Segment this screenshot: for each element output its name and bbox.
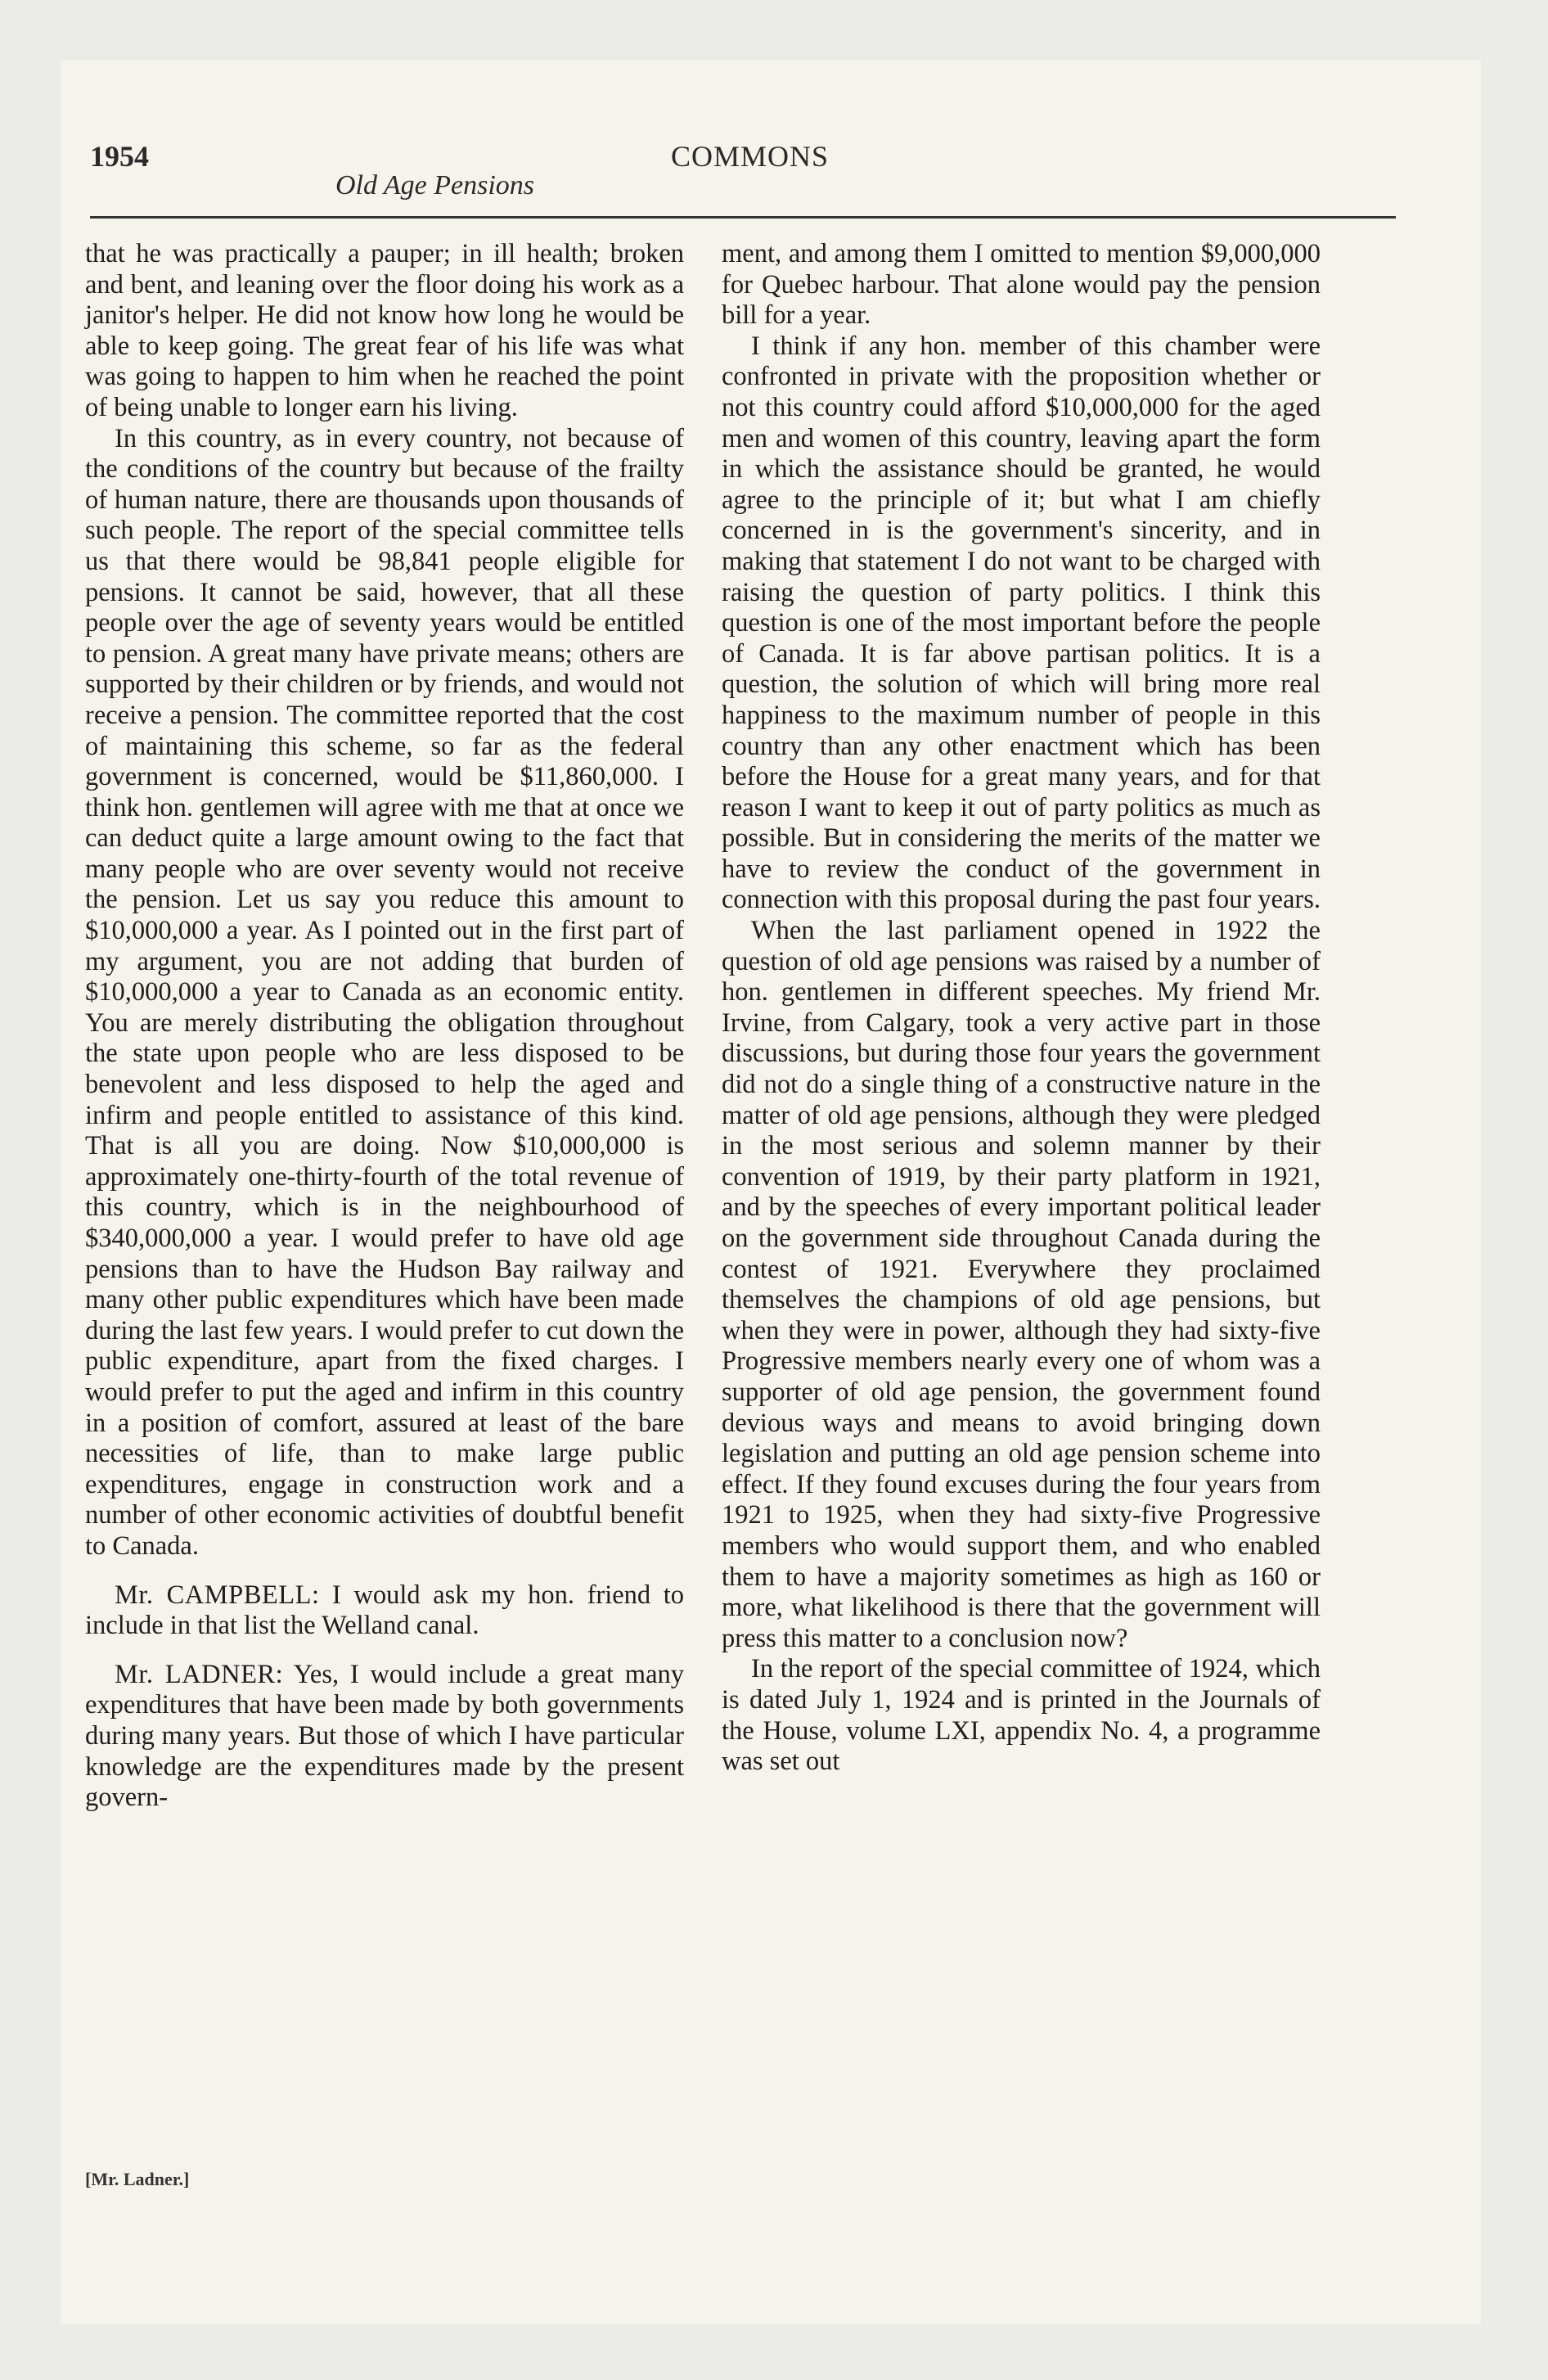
paragraph: When the last parliament opened in 1922 the question of old age pensions was raised by a number of hon. gentlemen in different speeches. My friend Mr. Irvine, from Calgary, took a very active part in those discussions, but during those four years the government did not do a single thing of a constructive nature in the matter of old age pensions, although they were pledged in the most serious and solemn manner by their convention of 1919, by their party platform in 1921, and by the speeches of every important political leader on the government side throughout Canada during the contest of 1921. Everywhere they proclaimed themselves the champions of old age pensions, but when they were in power, although they had sixty-five Progressive members nearly every one of whom was a supporter of old age pension, the government found devious ways and means to avoid bringing down legislation and putting an old age pension scheme into effect. If they found excuses during the four years from 1921 to 1925, when they had sixty-five Progressive members who would support them, and who enabled them to have a majority sometimes as high as 160 or more, what likelihood is there that the government will press this matter to a conclusion now?	[722, 916, 1321, 1653]
header-rule	[90, 216, 1396, 219]
left-column	[85, 239, 684, 1814]
speaker-name: Mr. LADNER:	[115, 1659, 284, 1689]
running-title: COMMONS	[671, 140, 830, 173]
speech-ladner	[85, 1660, 684, 1814]
paragraph: that he was practically a pauper; in ill health; broken and bent, and leaning over the floor doing his work as a janitor's helper. He did not know how long he would be able to keep going. The great fear of his life was what was going to happen to him when he reached the point of being unable to longer earn his living.	[85, 239, 684, 422]
page-number: 1954	[90, 140, 149, 173]
speech-text: Yes, I would include a great many expenditures that have been made by both governments during many years. But those of which I have particular knowledge are the expenditures made by the present govern-	[85, 1659, 685, 1813]
paragraph: ment, and among them I omitted to mention $9,000,000 for Quebec harbour. That alone would pay the pension bill for a year.	[722, 239, 1321, 331]
speech-campbell	[85, 1580, 684, 1642]
paragraph: In the report of the special committee of 1924, which is dated July 1, 1924 and is printed in the Journals of the House, volume LXI, appendix No. 4, a programme was set out	[722, 1654, 1321, 1777]
speech-text: I would ask my hon. friend to include in that list the Welland canal.	[85, 1580, 684, 1641]
page-header	[90, 82, 1391, 205]
speaker-name: Mr. CAMPBELL:	[115, 1580, 320, 1610]
paragraph: In this country, as in every country, not because of the conditions of the country but because of the frailty of human nature, there are thousands upon thousands of such people. The report of the special committee tells us that there would be 98,841 people eligible for pensions. It cannot be said, however, that all these people over the age of seventy years would be entitled to pension. A great many have private means; others are supported by their children or by friends, and would not receive a pension. The committee reported that the cost of maintaining this scheme, so far as the federal government is concerned, would be $11,860,000. I think hon. gentlemen will agree with me that at once we can deduct quite a large amount owing to the fact that many people who are over seventy would not receive the pension. Let us say you reduce this amount to $10,000,000 a year. As I pointed out in the first part of my argument, you are not adding that burden of $10,000,000 a year to Canada as an economic entity. You are merely distributing the obligation throughout the state upon people who are less disposed to be benevolent and less disposed to help the aged and infirm and people entitled to assistance of this kind. That is all you are doing. Now $10,000,000 is approximately one-thirty-fourth of the total revenue of this country, which is in the neighbourhood of $340,000,000 a year. I would prefer to have old age pensions than to have the Hudson Bay railway and many other public expenditures which have been made during the last few years. I would prefer to cut down the public expenditure, apart from the fixed charges. I would prefer to put the aged and infirm in this country in a position of comfort, assured at least of the bare necessities of life, than to make large public expenditures, engage in construction work and a number of other economic activities of doubtful benefit to Canada.	[85, 423, 684, 1561]
running-subtitle: Old Age Pensions	[335, 170, 535, 201]
right-column	[722, 239, 1321, 1778]
speaker-footnote: [Mr. Ladner.]	[85, 2169, 190, 2189]
paragraph: I think if any hon. member of this chamber were confronted in private with the proposition whether or not this country could afford $10,000,000 for the aged men and women of this country, leaving apart the form in which the assistance should be granted, he would agree to the principle of it; but what I am chiefly concerned in is the government's sincerity, and in making that statement I do not want to be charged with raising the question of party politics. I think this question is one of the most important before the people of Canada. It is far above partisan politics. It is a question, the solution of which will bring more real happiness to the maximum number of people in this country than any other enactment which has been before the House for a great many years, and for that reason I want to keep it out of party politics as much as possible. But in considering the merits of the matter we have to review the conduct of the government in connection with this proposal during the past four years.	[722, 331, 1321, 915]
